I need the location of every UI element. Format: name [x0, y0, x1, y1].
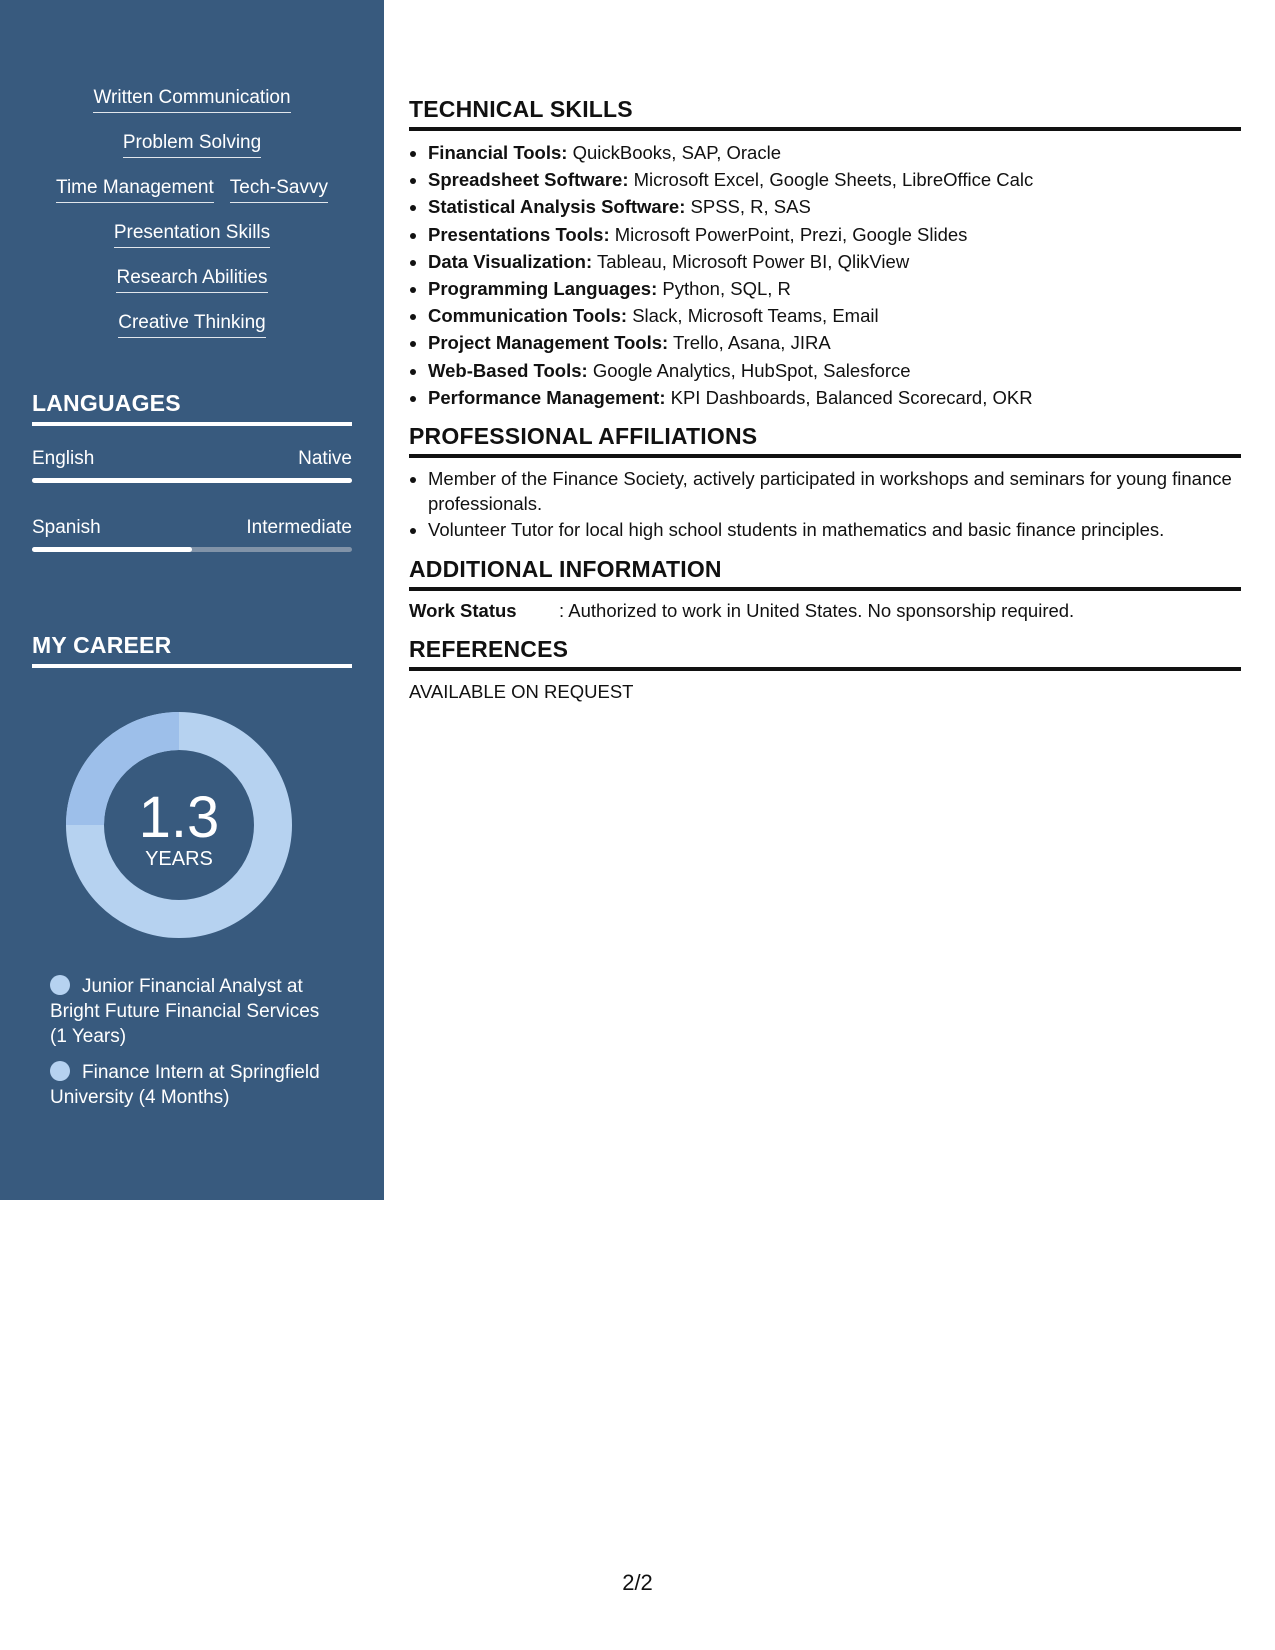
additional-info-heading: ADDITIONAL INFORMATION	[409, 556, 1241, 591]
career-donut-chart	[66, 712, 292, 938]
list-item	[428, 193, 1241, 220]
skill-category-label: Programming Languages:	[428, 278, 658, 300]
career-item	[50, 1060, 340, 1110]
work-status-value: : Authorized to work in United States. No sponsorship required.	[559, 600, 1075, 622]
skill-tag: Written Communication	[93, 86, 290, 113]
skill-category-label: Spreadsheet Software:	[428, 169, 629, 191]
list-item: • Member of the Finance Society, actively participated in workshops and seminars for young finance professionals.	[428, 466, 1241, 516]
soft-skills-list	[0, 86, 384, 356]
skill-category-label: Financial Tools:	[428, 142, 568, 163]
references-heading: REFERENCES	[409, 636, 1241, 671]
skill-row	[0, 311, 384, 356]
skill-category-label: Web-Based Tools:	[428, 359, 588, 381]
career-heading: MY CAREER	[32, 632, 352, 668]
skill-tag: Presentation Skills	[114, 221, 270, 248]
list-item	[428, 329, 1241, 356]
skill-category-value: Slack, Microsoft Teams, Email	[632, 305, 879, 327]
skill-category-value: Microsoft PowerPoint, Prezi, Google Slides	[614, 223, 968, 245]
skill-tag: Research Abilities	[116, 266, 267, 293]
skill-tag: Problem Solving	[123, 131, 261, 158]
career-item	[50, 974, 340, 1049]
skill-category-label: Data Visualization:	[428, 250, 593, 272]
skill-category-value: SPSS, R, SAS	[690, 196, 811, 218]
proficiency-bar	[32, 478, 352, 483]
language-spanish	[32, 517, 352, 552]
page-number: 2/2	[622, 1570, 653, 1595]
skill-category-label: Presentations Tools:	[428, 223, 610, 245]
work-status-row	[409, 600, 1241, 622]
list-item	[428, 166, 1241, 193]
skill-category-value: Microsoft Excel, Google Sheets, LibreOffice Calc	[633, 169, 1034, 191]
languages-heading: LANGUAGES	[32, 390, 352, 426]
skill-category-value: QuickBooks, SAP, Oracle	[572, 142, 781, 163]
sidebar	[0, 0, 384, 1200]
list-item	[428, 357, 1241, 384]
proficiency-fill	[32, 478, 352, 483]
list-item	[428, 221, 1241, 248]
skill-tag: Time Management	[56, 176, 214, 203]
skill-tag: Tech-Savvy	[230, 176, 328, 203]
main-content	[409, 96, 1241, 703]
skill-category-label: Project Management Tools:	[428, 332, 669, 354]
list-item	[428, 302, 1241, 329]
skill-category-label: Statistical Analysis Software:	[428, 196, 686, 218]
affiliations-heading: PROFESSIONAL AFFILIATIONS	[409, 423, 1241, 458]
career-list	[50, 974, 340, 1121]
proficiency-bar	[32, 547, 352, 552]
skill-tag: Creative Thinking	[118, 311, 266, 338]
list-item	[428, 139, 1241, 166]
skill-category-value: Python, SQL, R	[662, 278, 791, 300]
technical-skills-heading: TECHNICAL SKILLS	[409, 96, 1241, 131]
language-english	[32, 448, 352, 483]
career-item-text: Junior Financial Analyst at Bright Future Financial Services (1 Years)	[50, 976, 320, 1047]
list-item	[428, 248, 1241, 275]
language-level: Intermediate	[246, 517, 352, 538]
skill-category-value: Tableau, Microsoft Power BI, QlikView	[596, 250, 910, 272]
career-years-unit: YEARS	[145, 848, 213, 870]
proficiency-fill	[32, 547, 192, 552]
skill-category-value: Trello, Asana, JIRA	[673, 332, 831, 354]
references-text: AVAILABLE ON REQUEST	[409, 681, 634, 703]
list-item: • Volunteer Tutor for local high school students in mathematics and basic finance principles.	[428, 517, 1241, 542]
language-name: Spanish	[32, 517, 101, 538]
language-name: English	[32, 448, 95, 469]
list-item	[428, 384, 1241, 411]
skill-row	[0, 86, 384, 131]
work-status-label: Work Status	[409, 600, 517, 622]
skill-category-label: Performance Management:	[428, 386, 666, 408]
skill-row	[0, 221, 384, 266]
skill-category-value: KPI Dashboards, Balanced Scorecard, OKR	[670, 386, 1033, 408]
language-level: Native	[298, 448, 352, 469]
technical-skills-list	[409, 139, 1241, 411]
list-item	[428, 275, 1241, 302]
career-item-text: Finance Intern at Springfield University (4 Months)	[50, 1062, 320, 1108]
skill-category-label: Communication Tools:	[428, 305, 628, 327]
bullet-dot-icon	[50, 1061, 70, 1081]
skill-category-value: Google Analytics, HubSpot, Salesforce	[592, 359, 911, 381]
skill-row	[0, 176, 384, 221]
skill-row	[0, 131, 384, 176]
affiliations-list	[409, 466, 1241, 542]
bullet-dot-icon	[50, 975, 70, 995]
skill-row	[0, 266, 384, 311]
career-years-value: 1.3	[138, 785, 220, 850]
